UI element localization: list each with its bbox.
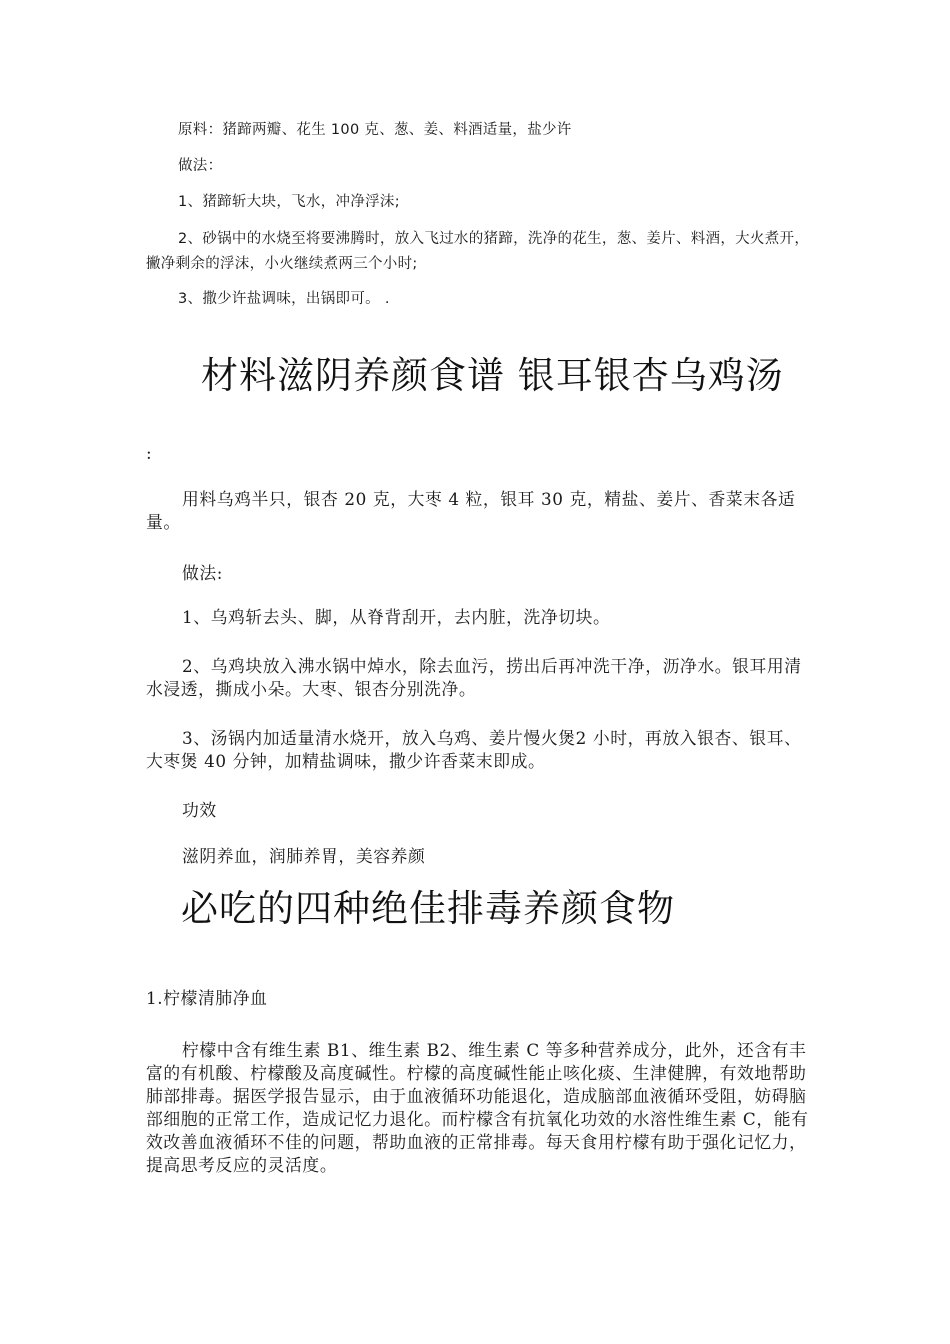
article-section1-heading: 1.柠檬清肺净血 xyxy=(146,988,268,1008)
article-title: 必吃的四种绝佳排毒养颜食物 xyxy=(181,887,675,930)
recipe1-step-2: 2、砂锅中的水烧至将要沸腾时，放入飞过水的猪蹄，洗净的花生，葱、姜片、料酒，大火煮开，撇净剩余的浮沫，小火继续煮两三个小时; xyxy=(146,231,810,272)
article-section1-body: 柠檬中含有维生素 B1、维生素 B2、维生素 C 等多种营养成分，此外，还含有丰富的有机酸、柠檬酸及高度碱性。柠檬的高度碱性能止咳化痰、生津健脾，有效地帮助肺部排毒。据医学报告显示，由于血液循环功能退化，造成脑部血液循环受阻，妨碍脑部细胞的正常工作，造成记忆力退化。而柠檬含有抗氧化功效的水溶性维生素 C，能有效改善血液循环不佳的问题，帮助血液的正常排毒。每天食用柠檬有助于强化记忆力，提高思考反应的灵活度。 xyxy=(146,1040,809,1175)
recipe2-step-3: 3、汤锅内加适量清水烧开，放入乌鸡、姜片慢火煲2 小时，再放入银杏、银耳、大枣煲 40 分钟，加精盐调味，撒少许香菜末即成。 xyxy=(146,728,802,771)
recipe1-step-3: 3、撒少许盐调味，出锅即可。 . xyxy=(178,291,390,307)
recipe2-colon: : xyxy=(146,443,153,463)
recipe1-method-label: 做法： xyxy=(178,158,223,174)
recipe2-step-1: 1、乌鸡斩去头、脚，从脊背刮开，去内脏，洗净切块。 xyxy=(182,607,611,627)
recipe1-ingredients: 原料：猪蹄两瓣、花生 100 克、葱、姜、料酒适量，盐少许 xyxy=(178,122,572,138)
recipe2-step-2: 2、乌鸡块放入沸水锅中焯水，除去血污，捞出后再冲洗干净，沥净水。银耳用清水浸透，撕成小朵。大枣、银杏分别洗净。 xyxy=(146,656,802,699)
recipe2-effect-label: 功效 xyxy=(182,800,217,820)
recipe2-method-label: 做法: xyxy=(182,563,224,583)
recipe2-effect: 滋阴养血，润肺养胃，美容养颜 xyxy=(182,846,426,866)
recipe2-ingredients: 用料乌鸡半只，银杏 20 克，大枣 4 粒，银耳 30 克，精盐、姜片、香菜末各适量。 xyxy=(146,489,796,532)
recipe1-step-1: 1、猪蹄斩大块，飞水，冲净浮沫; xyxy=(178,194,400,210)
recipe2-title: 材料滋阴养颜食谱 银耳银杏乌鸡汤 xyxy=(201,354,784,397)
